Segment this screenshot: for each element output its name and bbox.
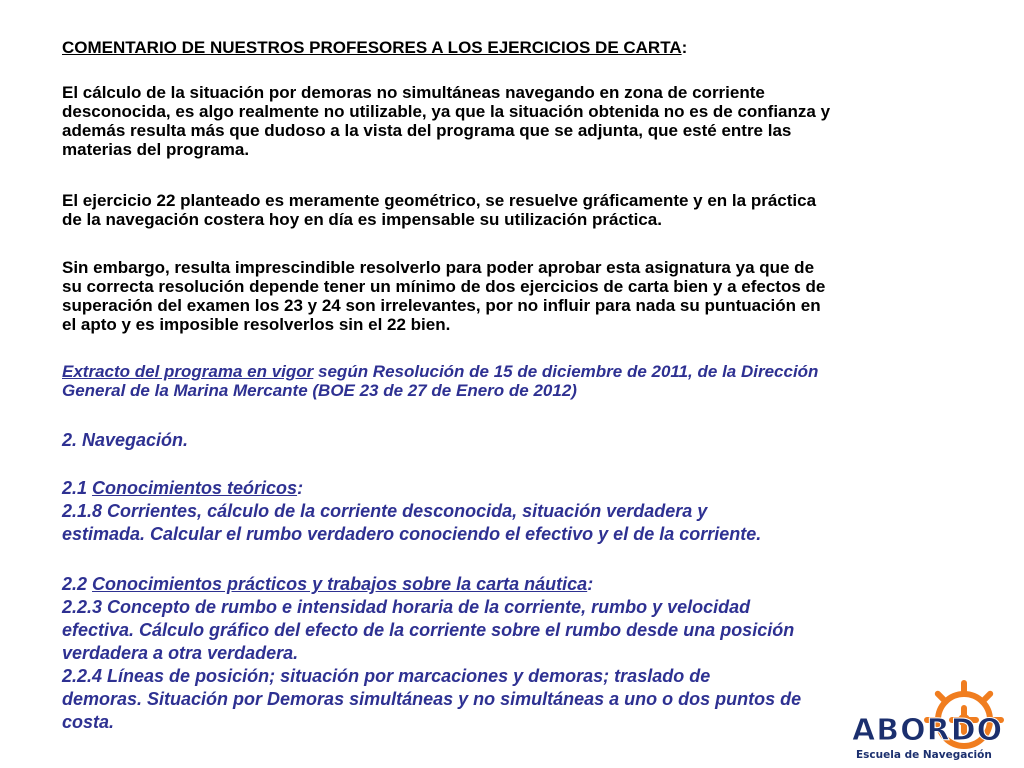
program-extract-line [62, 362, 818, 381]
paragraph-3-line: Sin embargo, resulta imprescindible resolverlo para poder aprobar esta asignatura ya que de [62, 258, 815, 277]
logo-tagline: Escuela de Navegación [856, 749, 992, 761]
section-2-2-3-line: efectiva. Cálculo gráfico del efecto de la corriente sobre el rumbo desde una posición [62, 620, 795, 640]
heading [62, 38, 687, 57]
section-title: 2. Navegación. [62, 430, 189, 450]
paragraph-1-line: además resulta más que dudoso a la vista del programa que se adjunta, que esté entre las [62, 121, 792, 140]
section-2-2-4-line: costa. [62, 712, 115, 732]
section-2-1-number: 2.1 [62, 478, 93, 498]
program-extract-rest: según Resolución de 15 de diciembre de 2011, de la Dirección [313, 362, 819, 381]
paragraph-2-line: de la navegación costera hoy en día es impensable su utilización práctica. [62, 210, 662, 229]
paragraph-1-line: materias del programa. [62, 140, 250, 159]
section-2-2-4-line: 2.2.4 Líneas de posición; situación por marcaciones y demoras; traslado de [62, 666, 711, 686]
heading-title: COMENTARIO DE NUESTROS PROFESORES A LOS EJERCICIOS DE CARTA [62, 38, 682, 57]
paragraph-1 [62, 83, 830, 159]
section-2-1 [62, 477, 761, 546]
paragraph-3-line: superación del examen los 23 y 24 son irrelevantes, por no influir para nada su puntuación en [62, 296, 821, 315]
section-2-1-8-line: 2.1.8 Corrientes, cálculo de la corriente desconocida, situación verdadera y [62, 501, 708, 521]
section-2-1-colon: : [297, 478, 304, 498]
section-2-1-title: Conocimientos teóricos [92, 478, 298, 498]
section-2-2-title: Conocimientos prácticos y trabajos sobre la carta náutica [92, 574, 588, 594]
paragraph-3 [62, 258, 825, 334]
abordo-logo [846, 680, 1022, 766]
section-2-2-4-line: demoras. Situación por Demoras simultáneas y no simultáneas a uno o dos puntos de [62, 689, 802, 709]
section-2-2-3-line: verdadera a otra verdadera. [62, 643, 299, 663]
paragraph-3-line: el apto y es imposible resolverlos sin el 22 bien. [62, 315, 451, 334]
paragraph-3-line: su correcta resolución depende tener un mínimo de dos ejercicios de carta bien y a efectos de [62, 277, 826, 296]
section-2-1-8-line: estimada. Calcular el rumbo verdadero conociendo el efectivo y el de la corriente. [62, 524, 762, 544]
section-2-2-colon: : [587, 574, 594, 594]
program-extract-line: General de la Marina Mercante (BOE 23 de 27 de Enero de 2012) [62, 381, 577, 400]
section-2-1-heading [62, 477, 761, 500]
section-navegacion [62, 429, 188, 452]
program-extract [62, 362, 818, 400]
section-2-2-heading [62, 573, 801, 596]
paragraph-1-line: desconocida, es algo realmente no utilizable, ya que la situación obtenida no es de confianza y [62, 102, 831, 121]
heading-colon: : [681, 38, 688, 57]
section-2-2 [62, 573, 801, 734]
logo-wordmark: ABORDO [852, 713, 1004, 748]
paragraph-2 [62, 191, 816, 229]
paragraph-2-line: El ejercicio 22 planteado es meramente geométrico, se resuelve gráficamente y en la práctica [62, 191, 817, 210]
section-2-2-number: 2.2 [62, 574, 93, 594]
paragraph-1-line: El cálculo de la situación por demoras no simultáneas navegando en zona de corriente [62, 83, 765, 102]
program-extract-title: Extracto del programa en vigor [62, 362, 314, 381]
section-2-2-3-line: 2.2.3 Concepto de rumbo e intensidad horaria de la corriente, rumbo y velocidad [62, 597, 751, 617]
